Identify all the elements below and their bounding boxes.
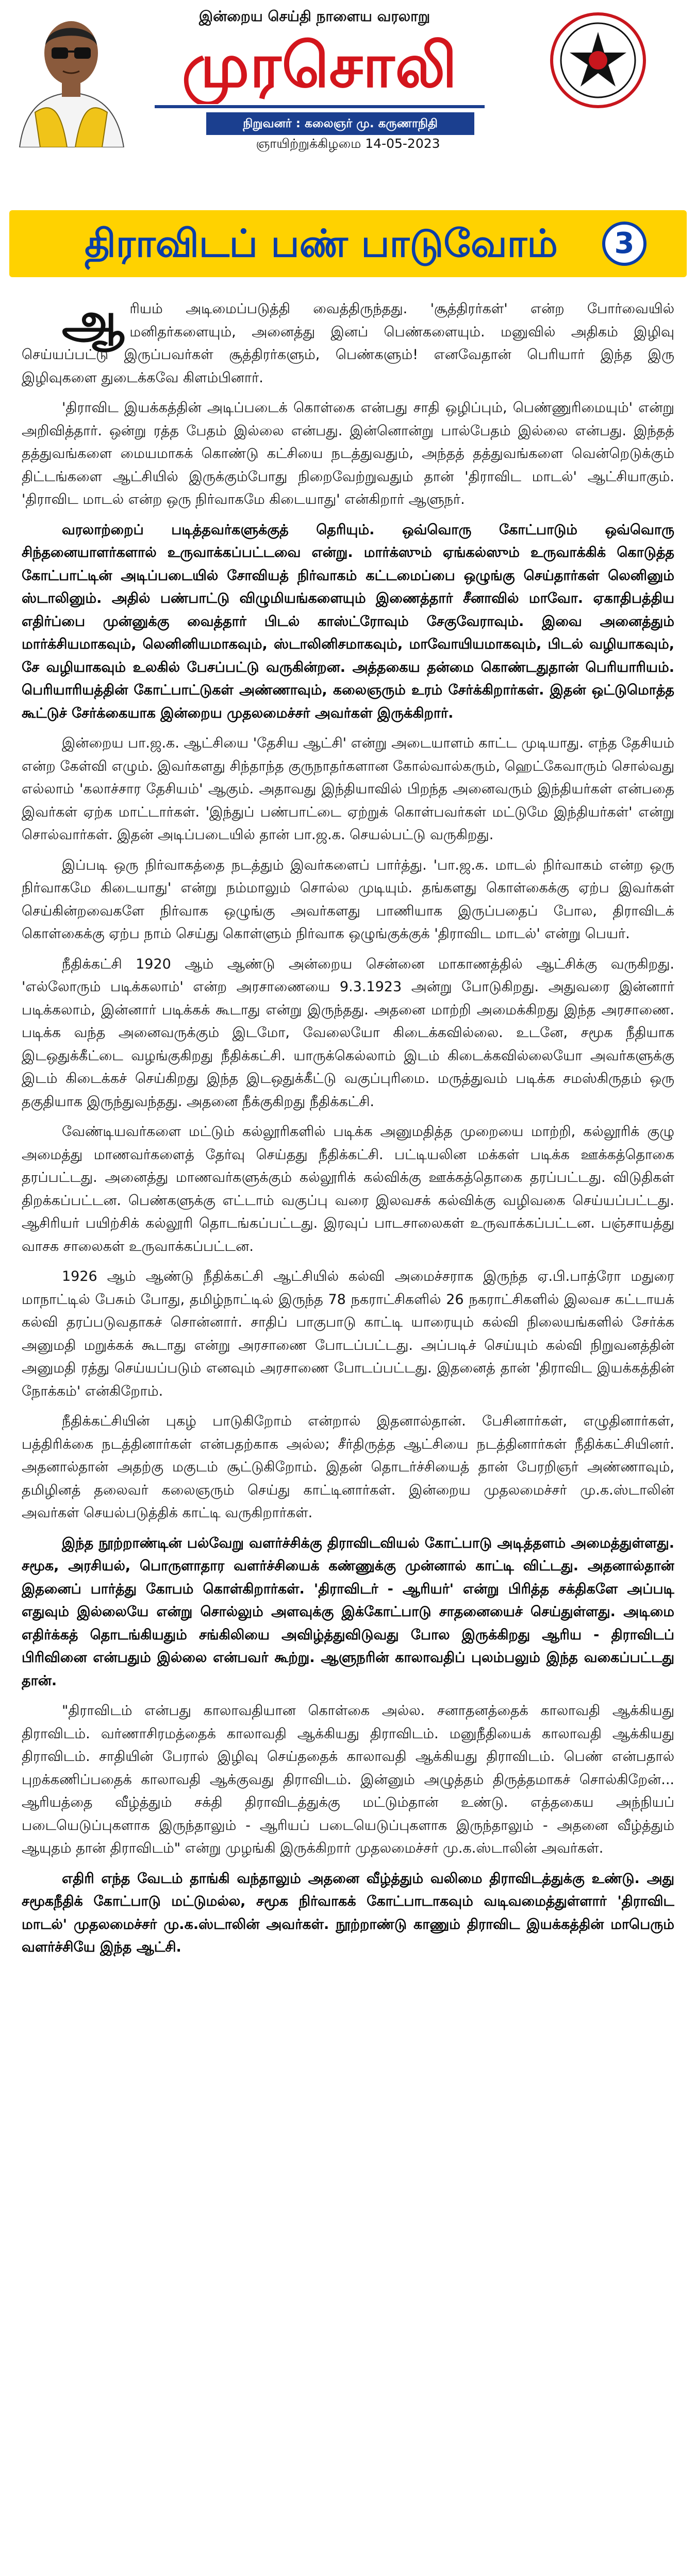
article-paragraph: எதிரி எந்த வேடம் தாங்கி வந்தாலும் அதனை வீழ்த்தும் வலிமை திராவிடத்துக்கு உண்டு. அது சமூகநீதிக் கோட்பாடு மட்டுமல்ல, சமூக நிர்வாகக் கோட்பாடாகவும் வடிவமைத்துள்ளார் 'திராவிட மாடல்' முதலமைச்சர் மு.க.ஸ்டாலின் அவர்கள். நூற்றாண்டு காணும் திராவிட இயக்கத்தின் மாபெரும் வளர்ச்சியே இந்த ஆட்சி.	[22, 1870, 674, 1955]
publication-date: ஞாயிற்றுக்கிழமை 14-05-2023	[256, 136, 440, 151]
paragraph-text: ரியம் அடிமைப்படுத்தி வைத்திருந்தது. 'சூத்திரர்கள்' என்ற போர்வையில் மனிதர்களையும், அனைத்து இனப் பெண்களையும். மனுவில் அதிகம் இழிவு செய்யப்பட்டு இருப்பவர்கள் சூத்திரர்களும், பெண்களும்! எனவேதான் பெரியார் இந்த இரு இழிவுகளை துடைக்கவே கிளம்பினார்.	[22, 301, 674, 386]
masthead	[0, 0, 696, 152]
series-number-badge: 3	[602, 222, 647, 266]
headline-title: திராவிடப் பண் பாடுவோம்	[85, 222, 558, 266]
masthead-tagline: இன்றைய செய்தி நாளைய வரலாறு	[198, 8, 430, 25]
article-paragraph	[22, 298, 674, 389]
article-paragraph: வரலாற்றைப் படித்தவர்களுக்குத் தெரியும். ஒவ்வொரு கோட்பாடும் ஒவ்வொரு சிந்தனையாளர்களால் உருவாக்கப்பட்டவை என்று. மார்க்ஸும் ஏங்கல்ஸும் உருவாக்கிக் கொடுத்த கோட்பாட்டின் அடிப்படையில் சோவியத் நிர்வாகம் கட்டமைப்பை ஒழுங்கு செய்தார்கள் லெனினும் ஸ்டாலினும். அதில் பண்பாட்டு விழுமியங்களையும் இணைத்தார் சீனாவில் மாவோ. ஏகாதிபத்திய எதிர்ப்பை முன்னுக்கு வைத்தார் பிடல் காஸ்ட்ரோவும் சேகுவேராவும். இவை அனைத்தும் மார்க்சியமாகவும், லெனினியமாகவும், ஸ்டாலினிசமாகவும், மாவோயியமாகவும், பிடல் வழியாகவும், சே வழியாகவும் உலகில் பேசப்பட்டு வருகின்றன. அத்தகைய தன்மை கொண்டதுதான் பெரியாரியம். பெரியாரியத்தின் கோட்பாட்டுகள் அண்ணாவும், கலைஞரும் உரம் சேர்க்கிறார்கள். இதன் ஒட்டுமொத்த கூட்டுச் சேர்க்கையாக இன்றைய முதலமைச்சர் அவர்கள் இருக்கிறார்.	[22, 521, 674, 721]
article-paragraph: நீதிக்கட்சி 1920 ஆம் ஆண்டு அன்றைய சென்னை மாகாணத்தில் ஆட்சிக்கு வருகிறது. 'எல்லோரும் படிக்கலாம்' என்ற அரசாணையை 9.3.1923 அன்று போடுகிறது. அதுவரை இன்னார் படிக்கலாம், இன்னார் படிக்கக் கூடாது என்று இருந்தது. அதனை மாற்றி அமைக்கிறது இந்த அரசாணை. படிக்க வந்த அனைவருக்கும் இடமோ, வேலையோ கிடைக்கவில்லை. உடனே, சமூக நீதியாக இடஒதுக்கீட்டை வழங்குகிறது நீதிக்கட்சி. யாருக்கெல்லாம் இடம் கிடைக்கவில்லையோ அவர்களுக்கு இடம் கிடைக்கச் செய்கிறது இந்த இடஒதுக்கீட்டு வகுப்புரிமை. மருத்துவம் படிக்க சமஸ்கிருதம் ஒரு தகுதியாக இருந்துவந்தது. அதனை நீக்குகிறது நீதிக்கட்சி.	[22, 956, 674, 1110]
article-paragraph: 'திராவிட இயக்கத்தின் அடிப்படைக் கொள்கை என்பது சாதி ஒழிப்பும், பெண்ணுரிமையும்' என்று அறிவித்தார். ஒன்று ரத்த பேதம் இல்லை என்பது. இன்னொன்று பால்பேதம் இல்லை என்பது. இந்தத் தத்துவங்களை மையமாகக் கொண்டு கட்சியை நடத்துவதும், அந்தத் தத்துவங்களை வென்றெடுக்கும் திட்டங்களை ஆட்சியில் இருக்கும்போது நிறைவேற்றுவதும் தான் 'திராவிட மாடல்' ஆட்சியாகும். 'திராவிட மாடல் என்ற ஒரு நிர்வாகமே கிடையாது' என்கிறார் ஆளுநர்.	[22, 400, 674, 507]
article-paragraph: இன்றைய பா.ஜ.க. ஆட்சியை 'தேசிய ஆட்சி' என்று அடையாளம் காட்ட முடியாது. எந்த தேசியம் என்ற கேள்வி எழும். இவர்களது சிந்தாந்த குருநாதர்களான கோல்வால்கரும், ஹெட்கேவாரும் சொல்வது எல்லாம் 'கலாச்சார தேசியம்' ஆகும். அதாவது இந்தியாவில் பிறந்த அனைவரும் இந்தியர்கள் என்பதை இவர்கள் ஏற்க மாட்டார்கள். 'இந்துப் பண்பாட்டை ஏற்றுக் கொள்பவர்கள் மட்டுமே இந்தியர்கள்' என்று சொல்வார்கள். இதன் அடிப்படையில் தான் பா.ஜ.க. செயல்பட்டு வருகிறது.	[22, 735, 674, 843]
article-paragraph: 1926 ஆம் ஆண்டு நீதிக்கட்சி ஆட்சியில் கல்வி அமைச்சராக இருந்த ஏ.பி.பாத்ரோ மதுரை மாநாட்டில் பேசும் போது, தமிழ்நாட்டில் இருந்த 78 நகராட்சிகளில் 26 நகராட்சிகளில் இலவச கட்டாயக் கல்வி தரப்படுவதாகச் சொன்னார். சாதிப் பாகுபாடு காட்டி யாரையும் கல்வி நிலையங்களில் சேர்க்க அனுமதி மறுக்கக் கூடாது என்று அரசாணை போடப்பட்டது. அப்படிச் செய்யும் கல்வி நிறுவனத்தின் அனுமதி ரத்து செய்யப்படும் எனவும் அரசாணை போடப்பட்டது. இதனைத் தான் 'திராவிட இயக்கத்தின் நோக்கம்' என்கிறோம்.	[22, 1268, 674, 1399]
newspaper-logo: முரசொலி	[181, 30, 458, 101]
logo-divider	[155, 105, 485, 108]
founder-credit: நிறுவனர் : கலைஞர் மு. கருணாநிதி	[206, 112, 474, 135]
article-paragraph: "திராவிடம் என்பது காலாவதியான கொள்கை அல்ல. சனாதனத்தைக் காலாவதி ஆக்கியது திராவிடம். வர்ணாசிரமத்தைக் காலாவதி ஆக்கியது திராவிடம். மனுநீதியைக் காலாவதி ஆக்கியது திராவிடம். சாதியின் பேரால் இழிவு செய்ததைக் காலாவதி ஆக்கியது திராவிடம். பெண் என்பதால் புறக்கணிப்பதைக் காலாவதி ஆக்குவது திராவிடம். இன்னும் அழுத்தம் திருத்தமாகச் சொல்கிறேன்... ஆரியத்தை வீழ்த்தும் சக்தி திராவிடத்துக்கு மட்டும்தான் உண்டு. எத்தகைய அந்நியப் படையெடுப்புகளாக இருந்தாலும் - ஆரியப் படையெடுப்புகளாக இருந்தாலும் - அதனை வீழ்த்தும் ஆயுதம் தான் திராவிடம்" என்று முழங்கி இருக்கிறார் முதலமைச்சர் மு.க.ஸ்டாலின் அவர்கள்.	[22, 1703, 674, 1856]
dmk-emblem-seal-icon	[521, 11, 675, 109]
article-paragraph: இந்த நூற்றாண்டின் பல்வேறு வளர்ச்சிக்கு திராவிடவியல் கோட்பாடு அடித்தளம் அமைத்துள்ளது. சமூக, அரசியல், பொருளாதார வளர்ச்சியைக் கண்ணுக்கு முன்னால் காட்டி விட்டது. அதனால்தான் இதனைப் பார்த்து கோபம் கொள்கிறார்கள். 'திராவிடர் - ஆரியர்' என்று பிரித்த சக்திகளே அப்படி எதுவும் இல்லையே என்று சொல்லும் அளவுக்கு இக்கோட்பாடு சாதனையைச் செய்துள்ளது. அடிமை எதிர்க்கத் தொடங்கியதும் சங்கிலியை அவிழ்த்துவிடுவது போல இருக்கிறது ஆரிய - திராவிடப் பிரிவினை என்பதும் இல்லை என்பவர் கூற்று. ஆளுநரின் காலாவதிப் புலம்பலும் இந்த வகைப்பட்டது தான்.	[22, 1535, 674, 1689]
article-paragraph: இப்படி ஒரு நிர்வாகத்தை நடத்தும் இவர்களைப் பார்த்து. 'பா.ஜ.க. மாடல் நிர்வாகம் என்ற ஒரு நிர்வாகமே கிடையாது' என்று நம்மாலும் சொல்ல முடியும். தங்களது கொள்கைக்கு ஏற்ப இவர்கள் செய்கின்றவைகளே நிர்வாக ஒழுங்கு அவர்களது பாணியாக இருப்பதைப் போல, திராவிடக் கொள்கைக்கு ஏற்ப நாம் செய்து கொள்ளும் நிர்வாக ஒழுங்குக்குக் 'திராவிட மாடல்' என்று பெயர்.	[22, 857, 674, 942]
article-paragraph: வேண்டியவர்களை மட்டும் கல்லூரிகளில் படிக்க அனுமதித்த முறையை மாற்றி, கல்லூரிக் குழு அமைத்து மாணவர்களைத் தேர்வு செய்தது நீதிக்கட்சி. பட்டியலின மக்கள் படிக்க ஊக்கத்தொகை தரப்பட்டது. அனைத்து மாணவர்களுக்கும் கல்லூரிக் கல்விக்கு ஊக்கத்தொகை தரப்பட்டது. விடுதிகள் திறக்கப்பட்டன. பெண்களுக்கு எட்டாம் வகுப்பு வரை இலவசக் கல்விக்கு வழிவகை செய்யப்பட்டது. ஆசிரியர் பயிற்சிக் கல்லூரி தொடங்கப்பட்டது. இரவுப் பாடசாலைகள் உருவாக்கப்பட்டன. பஞ்சாயத்து வாசக சாலைகள் உருவாக்கப்பட்டன.	[22, 1124, 674, 1255]
founder-portrait-icon	[9, 4, 133, 147]
article-body	[22, 298, 674, 2576]
headline-banner	[9, 210, 687, 277]
article-paragraph: நீதிக்கட்சியின் புகழ் பாடுகிறோம் என்றால் இதனால்தான். பேசினார்கள், எழுதினார்கள், பத்திரிக்கை நடத்தினார்கள் என்பதற்காக அல்ல; சீர்திருத்த ஆட்சியை நடத்தினார்கள் நீதிக்கட்சியினர். அதனால்தான் அதற்கு மகுடம் சூட்டுகிறோம். இதன் தொடர்ச்சியைத் தான் பேரறிஞர் அண்ணாவும், தமிழினத் தலைவர் கலைஞரும் செய்து காட்டினார்கள். இன்றைய முதலமைச்சர் மு.க.ஸ்டாலின் அவர்கள் செயல்படுத்திக் காட்டி வருகிறார்கள்.	[22, 1413, 674, 1521]
drop-cap: ஆ	[62, 298, 125, 349]
